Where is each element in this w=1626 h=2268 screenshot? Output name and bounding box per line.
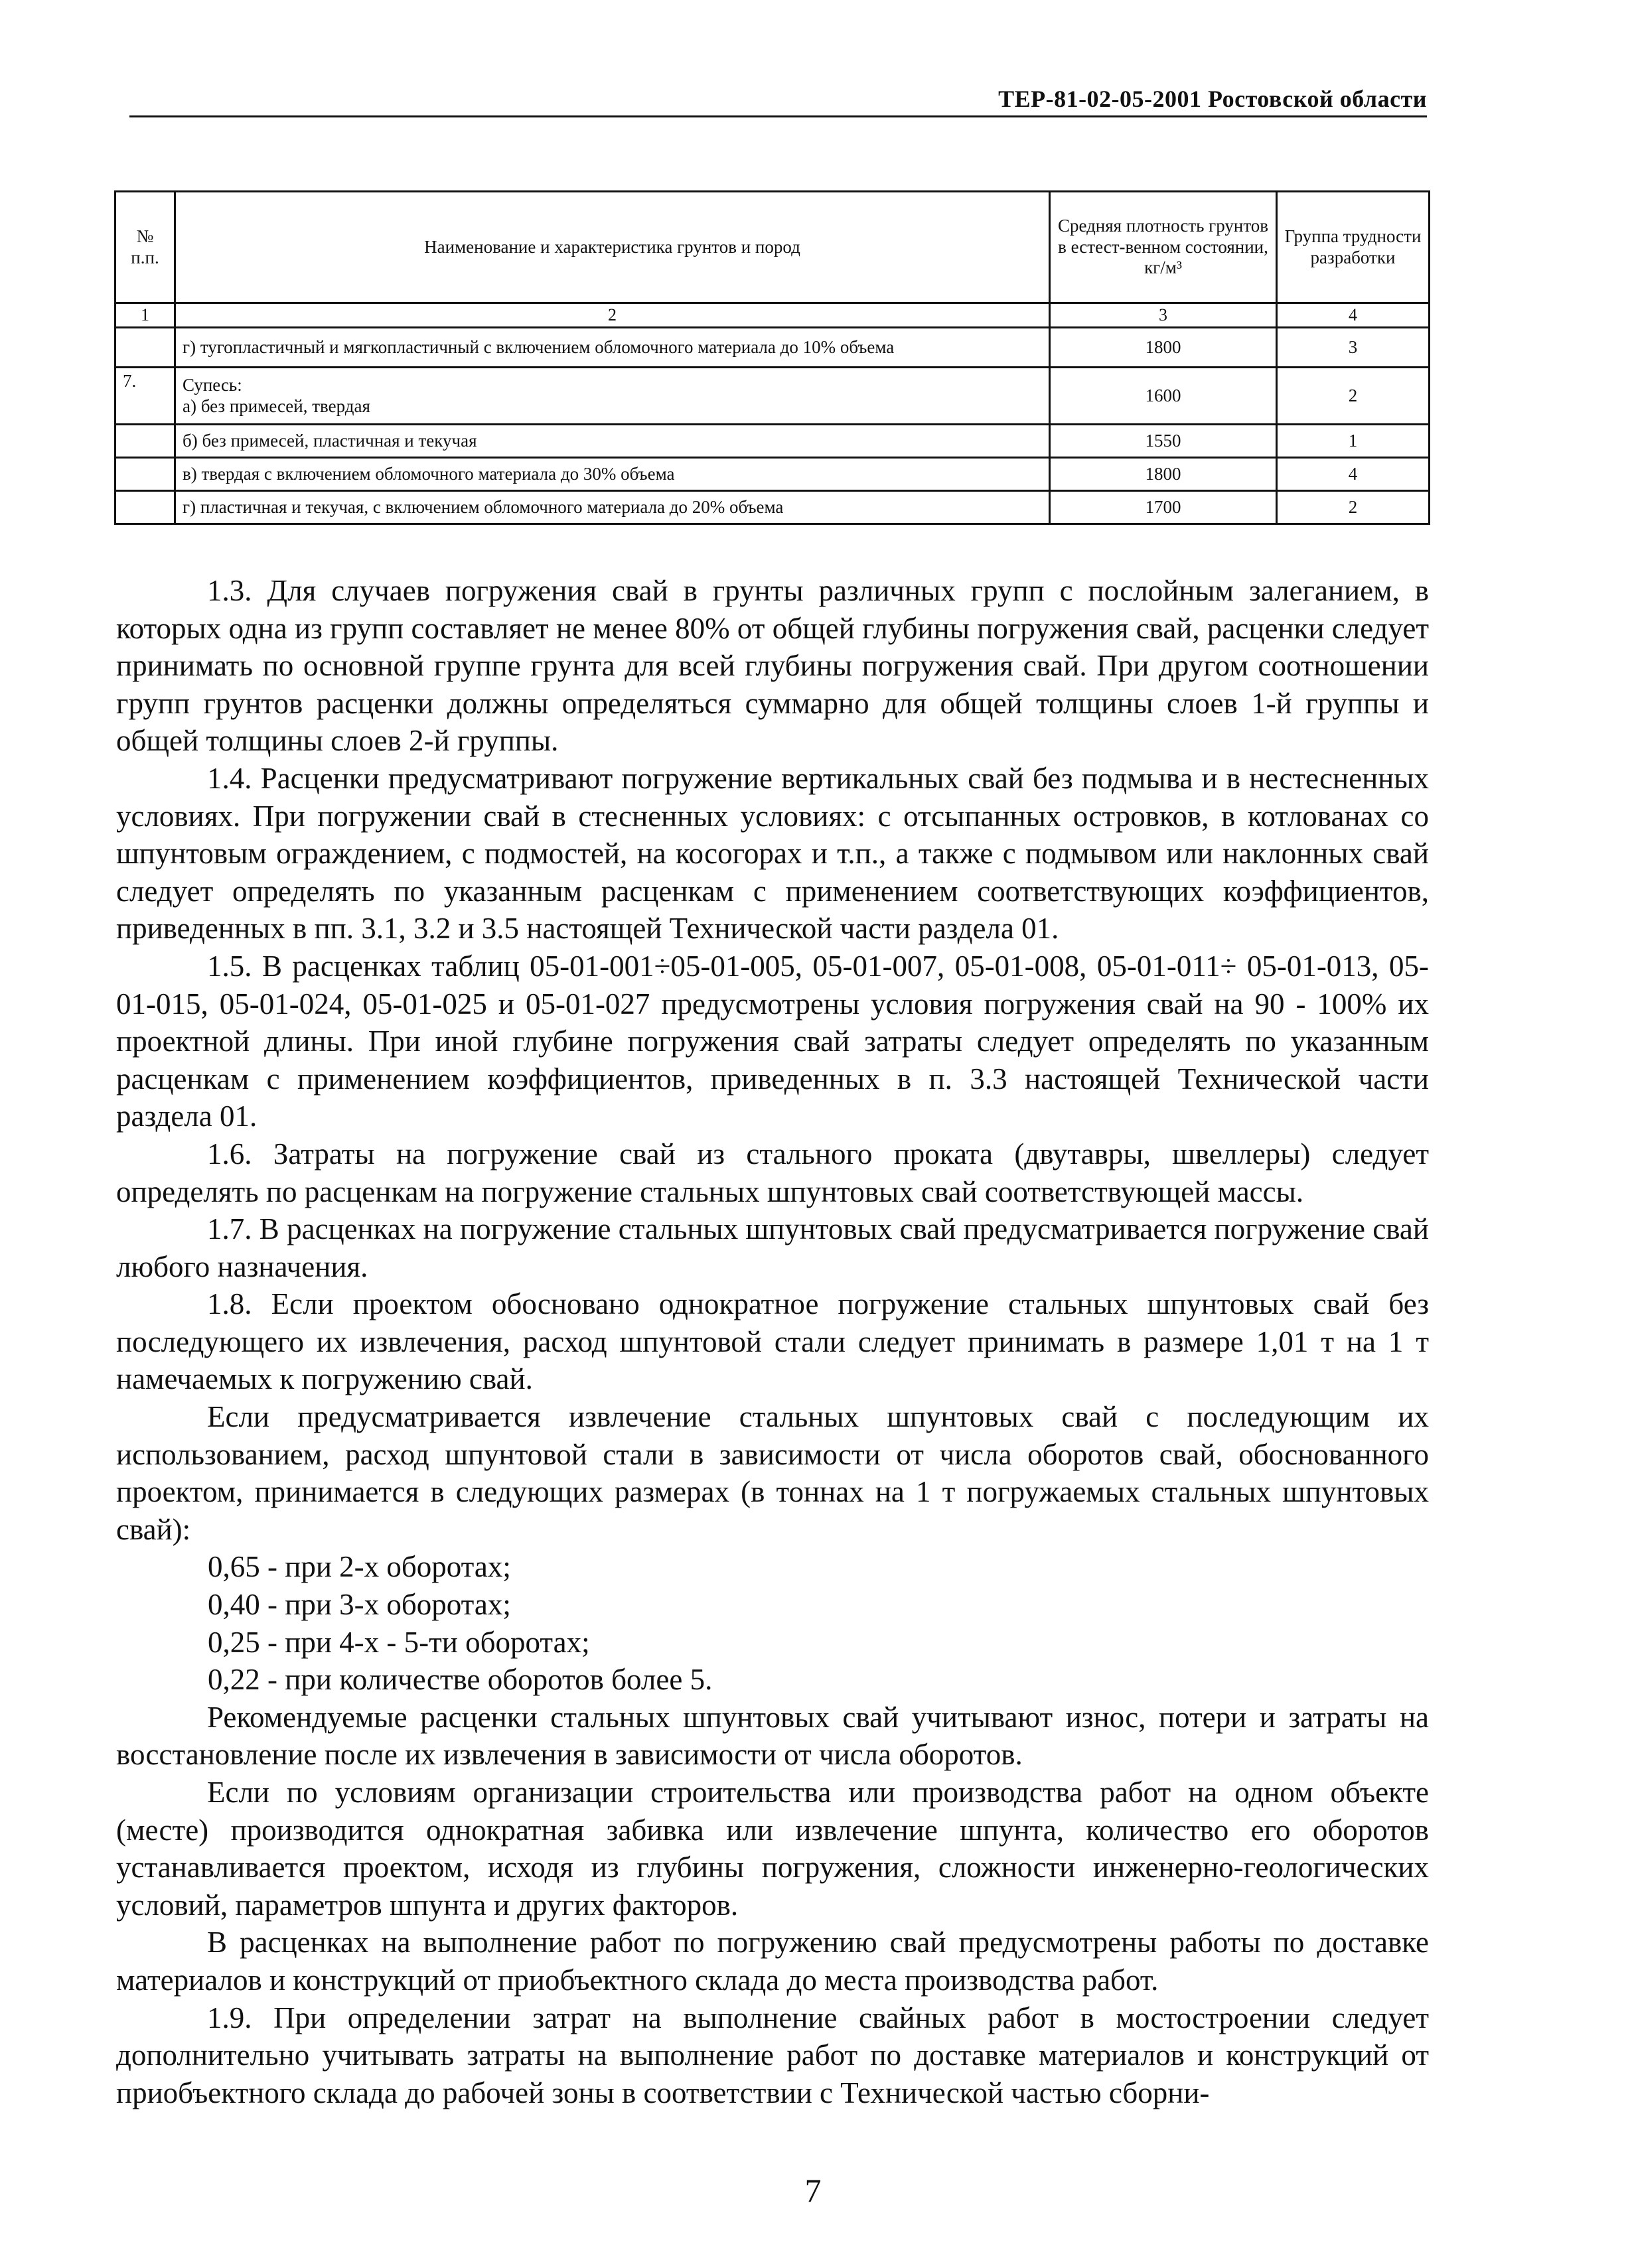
index-cell: 1 bbox=[115, 303, 175, 328]
soil-density: 1600 bbox=[1050, 368, 1277, 425]
paragraph-1-7: 1.7. В расценках на погружение стальных шпунтовых свай предусматривается погружение свай любого назначения. bbox=[116, 1212, 1429, 1283]
document-body bbox=[116, 572, 1429, 2111]
paragraph-1-5: 1.5. В расценках таблиц 05-01-001÷05-01-005, 05-01-007, 05-01-008, 05-01-011÷ 05-01-013, 05-01-015, 05-01-024, 05-01-025 и 05-01-027 предусмотрены условия погружения свай на 90 - 100% их проектной длины. При иной глубине погружения свай затраты следует определять по указанным расценкам с применением коэффициентов, приведенных в п. 3.3 настоящей Технической части раздела 01. bbox=[116, 949, 1429, 1133]
paragraph-single-driving: Если по условиям организации строительства или производства работ на одном объекте (месте) производится однократная забивка или извлечение шпунта, количество его оборотов устанавливается проектом, исходя из глубины погружения, сложности инженерно-геологических условий, параметров шпунта и других факторов. bbox=[116, 1776, 1429, 1922]
paragraph-1-9: 1.9. При определении затрат на выполнение свайных работ в мостостроении следует дополнительно учитывать затраты на выполнение работ по доставке материалов и конструкций от приобъектного склада до рабочей зоны в соответствии с Технической частью сборни- bbox=[116, 2001, 1429, 2109]
column-header-number: № п.п. bbox=[115, 192, 175, 303]
soil-group: 3 bbox=[1277, 328, 1430, 368]
paragraph-reuse: Если предусматривается извлечение стальных шпунтовых свай с последующим их использованием, расход шпунтовой стали в зависимости от числа оборотов свай, обоснованного проектом, принимается в следующих размерах (в тоннах на 1 т погружаемых стальных шпунтовых свай): bbox=[116, 1400, 1429, 1546]
list-item: 0,22 - при количестве оборотов более 5. bbox=[208, 1663, 713, 1697]
row-number bbox=[115, 425, 175, 458]
soil-name: г) пластичная и текучая, с включением обломочного материала до 20% объема bbox=[175, 491, 1050, 524]
table-row bbox=[115, 425, 1430, 458]
soil-name: Супесь: а) без примесей, твердая bbox=[175, 368, 1050, 425]
table-row bbox=[115, 328, 1430, 368]
soil-name: г) тугопластичный и мягкопластичный с включением обломочного материала до 10% объема bbox=[175, 328, 1050, 368]
soil-group: 4 bbox=[1277, 458, 1430, 491]
row-number bbox=[115, 491, 175, 524]
list-item: 0,25 - при 4-х - 5-ти оборотах; bbox=[208, 1625, 590, 1659]
table-index-row bbox=[115, 303, 1430, 328]
soil-group: 1 bbox=[1277, 425, 1430, 458]
index-cell: 3 bbox=[1050, 303, 1277, 328]
page-number: 7 bbox=[804, 2172, 822, 2209]
soil-group: 2 bbox=[1277, 491, 1430, 524]
paragraph-delivery: В расценках на выполнение работ по погружению свай предусмотрены работы по доставке материалов и конструкций от приобъектного склада до места производства работ. bbox=[116, 1926, 1429, 1997]
list-item: 0,40 - при 3-х оборотах; bbox=[208, 1588, 511, 1622]
paragraph-1-6: 1.6. Затраты на погружение свай из стального проката (двутавры, швеллеры) следует определять по расценкам на погружение стальных шпунтовых свай соответствующей массы. bbox=[116, 1137, 1429, 1208]
paragraph-recommended: Рекомендуемые расценки стальных шпунтовых свай учитывают износ, потери и затраты на восстановление после их извлечения в зависимости от числа оборотов. bbox=[116, 1700, 1429, 1772]
soil-density: 1700 bbox=[1050, 491, 1277, 524]
paragraph-1-8: 1.8. Если проектом обосновано однократное погружение стальных шпунтовых свай без последующего их извлечения, расход шпунтовой стали следует принимать в размере 1,01 т на 1 т намечаемых к погружению свай. bbox=[116, 1287, 1429, 1396]
table-row bbox=[115, 491, 1430, 524]
index-cell: 4 bbox=[1277, 303, 1430, 328]
table-row bbox=[115, 368, 1430, 425]
row-number bbox=[115, 458, 175, 491]
column-header-name: Наименование и характеристика грунтов и пород bbox=[175, 192, 1050, 303]
soil-group: 2 bbox=[1277, 368, 1430, 425]
soil-density: 1800 bbox=[1050, 328, 1277, 368]
soil-name: б) без примесей, пластичная и текучая bbox=[175, 425, 1050, 458]
table-header-row bbox=[115, 192, 1430, 303]
paragraph-1-3: 1.3. Для случаев погружения свай в грунты различных групп с послойным залеганием, в которых одна из групп составляет не менее 80% от общей глубины погружения свай, расценки следует принимать по основной группе грунта для всей глубины погружения свай. При другом соотношении групп грунтов расценки должны определяться суммарно для общей толщины слоев 1-й группы и общей толщины слоев 2-й группы. bbox=[116, 574, 1429, 758]
soil-density: 1800 bbox=[1050, 458, 1277, 491]
paragraph-1-4: 1.4. Расценки предусматривают погружение вертикальных свай без подмыва и в нестесненных условиях. При погружении свай в стесненных условиях: с отсыпанных островков, в котлованах со шпунтовым ограждением, с подмостей, на косогорах и т.п., а также с подмывом или наклонных свай следует определять по указанным расценкам с применением соответствующих коэффициентов, приведенных в пп. 3.1, 3.2 и 3.5 настоящей Технической части раздела 01. bbox=[116, 761, 1429, 946]
soil-table bbox=[114, 190, 1430, 525]
row-number: 7. bbox=[115, 368, 175, 425]
running-header: ТЕР-81-02-05-2001 Ростовской области bbox=[129, 85, 1427, 117]
soil-name: в) твердая с включением обломочного материала до 30% объема bbox=[175, 458, 1050, 491]
table-row bbox=[115, 458, 1430, 491]
list-item: 0,65 - при 2-х оборотах; bbox=[208, 1550, 511, 1584]
index-cell: 2 bbox=[175, 303, 1050, 328]
soil-density: 1550 bbox=[1050, 425, 1277, 458]
column-header-density: Средняя плотность грунтов в естест-венном состоянии, кг/м³ bbox=[1050, 192, 1277, 303]
column-header-group: Группа трудности разработки bbox=[1277, 192, 1430, 303]
row-number bbox=[115, 328, 175, 368]
